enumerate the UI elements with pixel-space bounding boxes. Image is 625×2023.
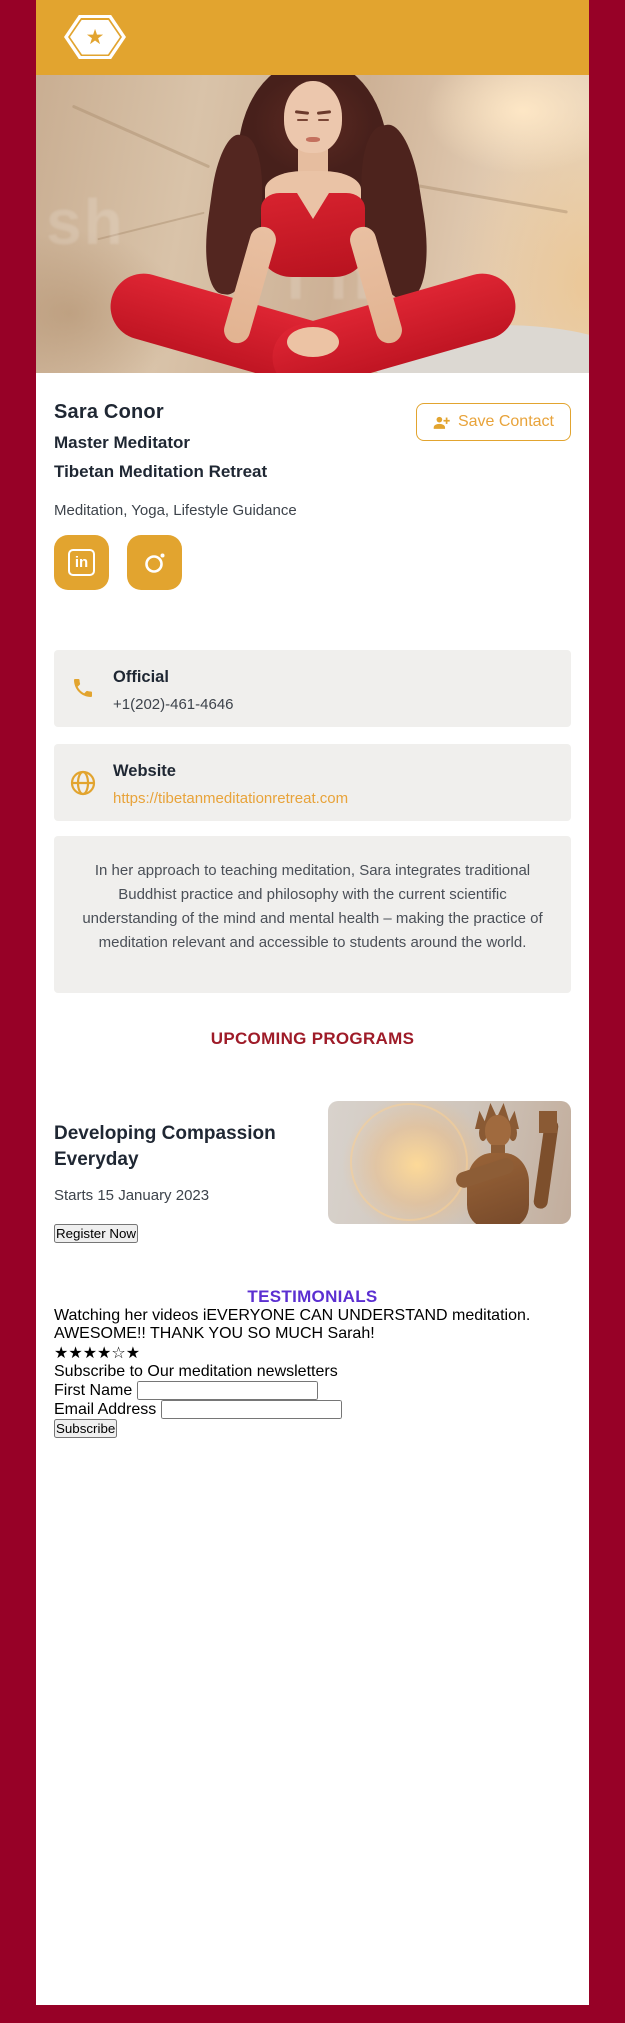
program-title: Developing Compassion Everyday xyxy=(54,1123,276,1170)
save-contact-button[interactable] xyxy=(416,403,571,441)
meditating-woman-figure xyxy=(133,75,493,373)
website-link[interactable]: https://tibetanmeditationretreat.com xyxy=(113,790,349,807)
star-rating xyxy=(54,1343,571,1363)
globe-icon xyxy=(70,758,96,807)
face xyxy=(284,81,342,153)
program-start-date: Starts 15 January 2023 xyxy=(54,1187,210,1204)
social-links xyxy=(54,535,571,590)
star-full-icon: ★ xyxy=(97,1345,112,1362)
phone-label: Official xyxy=(113,668,169,686)
subscribe-button[interactable]: Subscribe xyxy=(56,1421,116,1436)
program-info xyxy=(54,1101,300,1204)
save-contact-label: Save Contact xyxy=(457,413,554,430)
first-name-label: First Name xyxy=(54,1382,133,1399)
neckline xyxy=(297,193,329,219)
watermark: n xyxy=(328,236,374,314)
hands xyxy=(287,327,339,357)
about-card xyxy=(54,836,571,993)
instagram-glyph xyxy=(140,548,170,578)
page-content xyxy=(36,373,589,1438)
hero-photo-meditating-woman xyxy=(36,75,589,373)
testimonial-text: Watching her videos iEVERYONE CAN UNDERSTAND meditation. AWESOME!! THANK YOU SO MUCH Sarah! xyxy=(54,1307,531,1342)
star-full-icon: ★ xyxy=(82,1345,98,1362)
phone-number[interactable]: +1(202)-461-4646 xyxy=(113,696,234,713)
first-name-field-group xyxy=(54,1381,571,1400)
person-add-icon xyxy=(433,415,450,430)
identity-block xyxy=(54,401,267,482)
star-icon: ★ xyxy=(85,25,105,49)
profile-header xyxy=(54,373,571,482)
testimonials-heading: TESTIMONIALS xyxy=(247,1287,378,1306)
testimonial-body xyxy=(54,1307,571,1363)
program-image-buddha-statue xyxy=(328,1101,571,1224)
tagline: Meditation, Yoga, Lifestyle Guidance xyxy=(54,502,297,519)
watermark: sh xyxy=(46,186,125,258)
star-half-icon: ☆★ xyxy=(111,1345,141,1362)
person-title: Master Meditator xyxy=(54,433,191,452)
first-name-input[interactable] xyxy=(137,1381,318,1400)
star-badge-logo[interactable] xyxy=(64,15,126,59)
bronze-statue xyxy=(433,1101,563,1224)
testimonial-item xyxy=(54,1307,571,1363)
phone-info xyxy=(113,664,234,713)
website-label: Website xyxy=(113,762,176,780)
star-full-icon: ★ xyxy=(68,1345,83,1362)
register-now-button[interactable]: Register Now xyxy=(56,1226,136,1241)
about-text: In her approach to teaching meditation, Sara integrates traditional Buddhist practice and philosophy with the current scientific understanding of the mind and mental health – making the practice of meditation relevant and accessible to students around the world. xyxy=(82,862,543,951)
website-card[interactable] xyxy=(54,744,571,821)
upcoming-programs-heading: UPCOMING PROGRAMS xyxy=(210,1029,415,1048)
email-label: Email Address xyxy=(54,1401,157,1418)
program-item xyxy=(54,1101,571,1224)
star-full-icon: ★ xyxy=(54,1345,69,1362)
linkedin-icon[interactable] xyxy=(54,535,109,590)
phone-card[interactable] xyxy=(54,650,571,727)
website-info xyxy=(113,758,348,807)
email-input[interactable] xyxy=(161,1400,342,1419)
phone-icon xyxy=(70,664,96,713)
company-name: Tibetan Meditation Retreat xyxy=(54,462,268,481)
newsletter-heading: Subscribe to Our meditation newsletters xyxy=(54,1363,338,1380)
person-name: Sara Conor xyxy=(54,401,164,423)
linkedin-glyph: in xyxy=(68,549,95,576)
instagram-icon[interactable] xyxy=(127,535,182,590)
top-header-bar xyxy=(36,0,589,75)
email-field-group xyxy=(54,1400,571,1419)
